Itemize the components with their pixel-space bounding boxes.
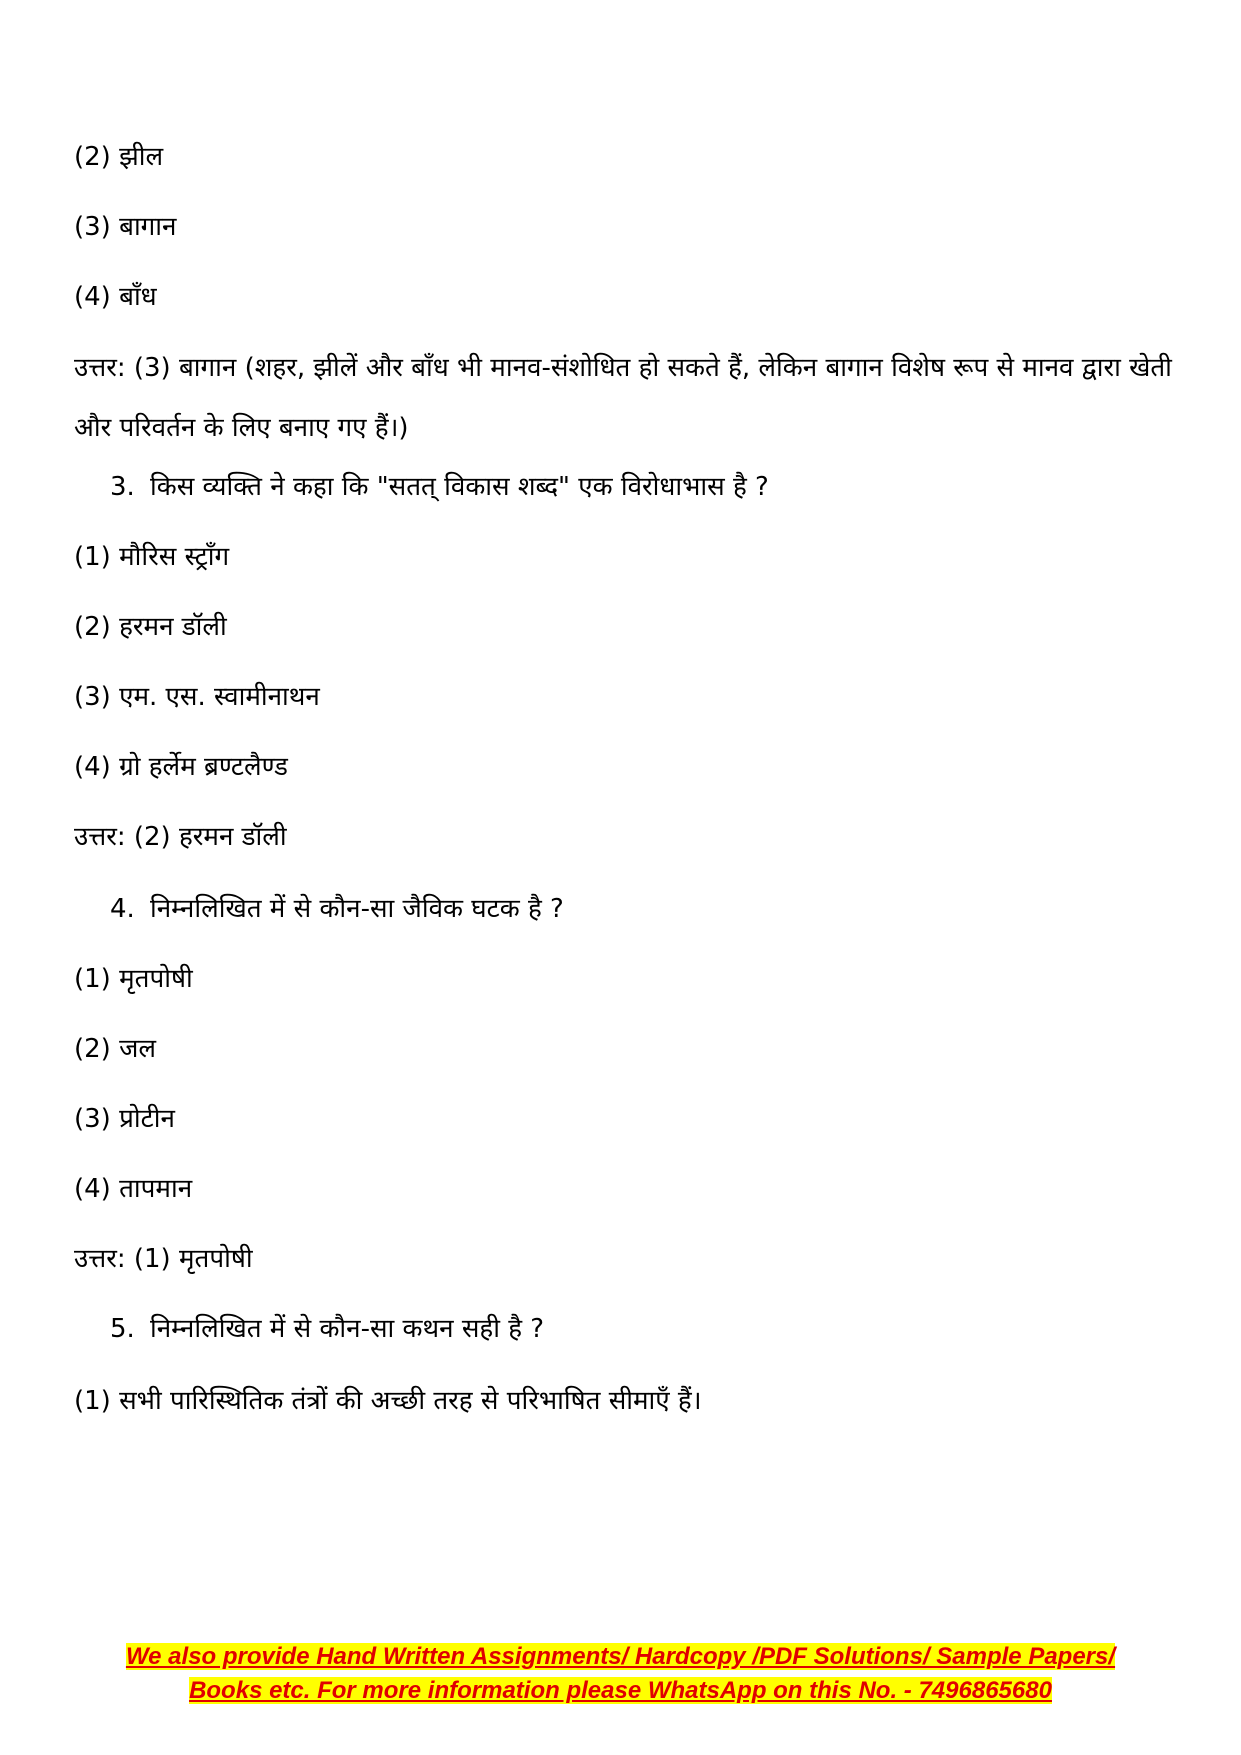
option-line: (3) बागान xyxy=(74,212,177,242)
question-number: 5. xyxy=(110,1314,135,1344)
option-line: (2) हरमन डॉली xyxy=(74,612,227,642)
answer-text: उत्तर: (2) हरमन डॉली xyxy=(74,822,287,852)
option-line: (3) प्रोटीन xyxy=(74,1104,175,1134)
option-line: (4) तापमान xyxy=(74,1174,193,1204)
answer-text: उत्तर: (1) मृतपोषी xyxy=(74,1244,253,1274)
answer-text: उत्तर: (3) बागान (शहर, झीलें और बाँध भी मानव-संशोधित हो सकते हैं, लेकिन बागान विशेष रूप से मानव द्वारा खेती और परिवर्तन के लिए बनाए गए हैं।) xyxy=(74,353,1172,443)
option-line: (1) सभी पारिस्थितिक तंत्रों की अच्छी तरह से परिभाषित सीमाएँ हैं। xyxy=(74,1386,702,1416)
question-text: निम्नलिखित में से कौन-सा कथन सही है ? xyxy=(150,1314,545,1344)
promo-footer xyxy=(0,1640,1241,1708)
footer-line-1: We also provide Hand Written Assignments/ Hardcopy /PDF Solutions/ Sample Papers/ xyxy=(125,1643,1116,1670)
option-line: (4) ग्रो हर्लेम ब्रण्टलैण्ड xyxy=(74,752,288,782)
option-line: (2) झील xyxy=(74,142,164,172)
option-line: (2) जल xyxy=(74,1034,157,1064)
question-number: 3. xyxy=(110,472,135,502)
question-3 xyxy=(110,470,769,504)
option-line: (4) बाँध xyxy=(74,282,157,312)
question-5 xyxy=(110,1312,544,1346)
option-line: (1) मौरिस स्ट्राँग xyxy=(74,542,230,572)
option-line: (3) एम. एस. स्वामीनाथन xyxy=(74,682,320,712)
question-4 xyxy=(110,892,564,926)
question-number: 4. xyxy=(110,894,135,924)
question-text: निम्नलिखित में से कौन-सा जैविक घटक है ? xyxy=(150,894,564,924)
question-text: किस व्यक्ति ने कहा कि "सतत् विकास शब्द" एक विरोधाभास है ? xyxy=(150,472,769,502)
option-line: (1) मृतपोषी xyxy=(74,964,193,994)
footer-line-2: Books etc. For more information please WhatsApp on this No. - 7496865680 xyxy=(189,1677,1052,1704)
